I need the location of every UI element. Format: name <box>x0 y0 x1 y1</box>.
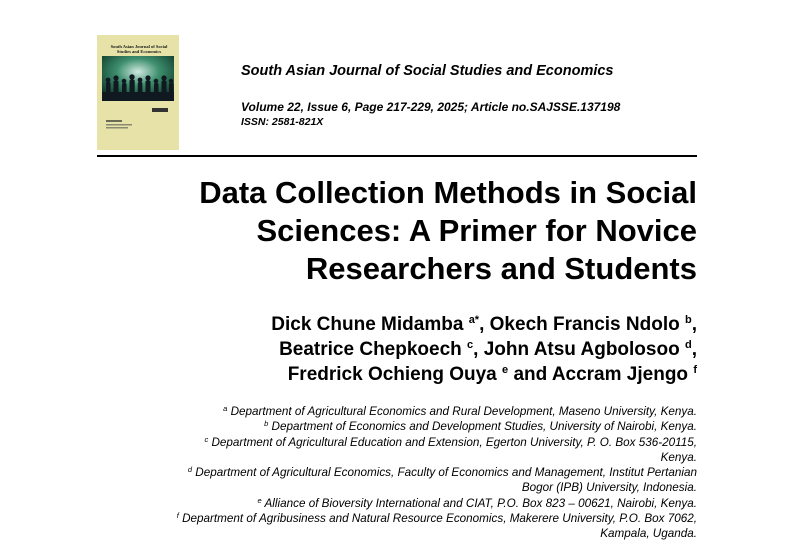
author-line <box>137 337 697 362</box>
affiliation-mark: d <box>187 465 193 475</box>
affiliation-mark: c <box>204 434 209 444</box>
header-divider <box>97 155 697 157</box>
journal-name: South Asian Journal of Social Studies and Economics <box>241 63 614 79</box>
cover-title: South Asian Journal of Social Studies and Economics <box>110 44 168 54</box>
journal-cover-thumbnail <box>97 35 179 150</box>
author-separator: , <box>479 314 485 335</box>
affiliation-text: Department of Economics and Development Studies, University of Nairobi, Kenya. <box>271 420 697 434</box>
author-name: Dick Chune Midamba <box>271 314 464 335</box>
affiliation-line <box>87 404 697 419</box>
author-separator: and <box>508 364 548 385</box>
author-separator: , <box>691 314 697 335</box>
affiliation-line <box>87 480 697 495</box>
affiliation-text: Department of Agricultural Economics and Rural Development, Maseno University, Kenya. <box>230 405 697 418</box>
volume-line: Volume 22, Issue 6, Page 217-229, 2025; Article no.SAJSSE.137198 <box>241 100 621 114</box>
author-name: Accram Jjengo <box>551 364 689 385</box>
title-line: Data Collection Methods in Social <box>199 175 697 210</box>
issn: ISSN: 2581-821X <box>241 116 324 128</box>
affiliation-text: Kenya. <box>660 450 697 464</box>
author-affiliation-mark: a* <box>468 314 480 326</box>
affiliation-text: Kampala, Uganda. <box>600 527 697 541</box>
affiliation-text: Bogor (IPB) University, Indonesia. <box>521 481 697 495</box>
paper-title <box>137 174 697 288</box>
affiliation-mark: e <box>257 495 262 505</box>
affiliation-mark: a <box>223 404 228 413</box>
cover-illustration <box>102 56 174 148</box>
author-separator: , <box>473 339 479 360</box>
author-line <box>137 362 697 387</box>
affiliation-line <box>87 419 697 434</box>
affiliation-mark: f <box>176 511 179 521</box>
author-name: Fredrick Ochieng Ouya <box>287 364 497 385</box>
author-affiliation-mark: e <box>502 364 509 376</box>
author-name: John Atsu Agbolosoo <box>483 339 680 360</box>
author-affiliation-mark: d <box>684 339 692 351</box>
affiliation-text: Alliance of Bioversity International and CIAT, P.O. Box 823 – 00621, Nairobi, Kenya. <box>264 496 697 510</box>
author-line <box>137 312 697 337</box>
affiliation-line <box>87 526 697 541</box>
affiliation-text: Department of Agricultural Education and Extension, Egerton University, P. O. Box 536-20115, <box>211 435 697 449</box>
author-affiliation-mark: f <box>693 364 697 376</box>
author-name: Beatrice Chepkoech <box>279 339 462 360</box>
title-line: Sciences: A Primer for Novice <box>256 213 697 248</box>
title-line: Researchers and Students <box>305 251 697 286</box>
affiliation-line <box>87 496 697 511</box>
affiliation-line <box>87 435 697 450</box>
affiliation-mark: b <box>264 419 269 429</box>
author-separator: , <box>691 339 697 360</box>
affiliation-line <box>87 511 697 526</box>
affiliation-list <box>87 404 697 542</box>
affiliation-text: Department of Agricultural Economics, Faculty of Economics and Management, Institut Pertanian <box>195 466 697 480</box>
author-name: Okech Francis Ndolo <box>489 314 680 335</box>
affiliation-text: Department of Agribusiness and Natural Resource Economics, Makerere University, P.O. Box 7062, <box>182 512 697 526</box>
author-affiliation-mark: c <box>467 339 474 351</box>
author-affiliation-mark: b <box>684 314 692 326</box>
affiliation-line <box>87 465 697 480</box>
author-list <box>137 312 697 387</box>
affiliation-line <box>87 450 697 465</box>
